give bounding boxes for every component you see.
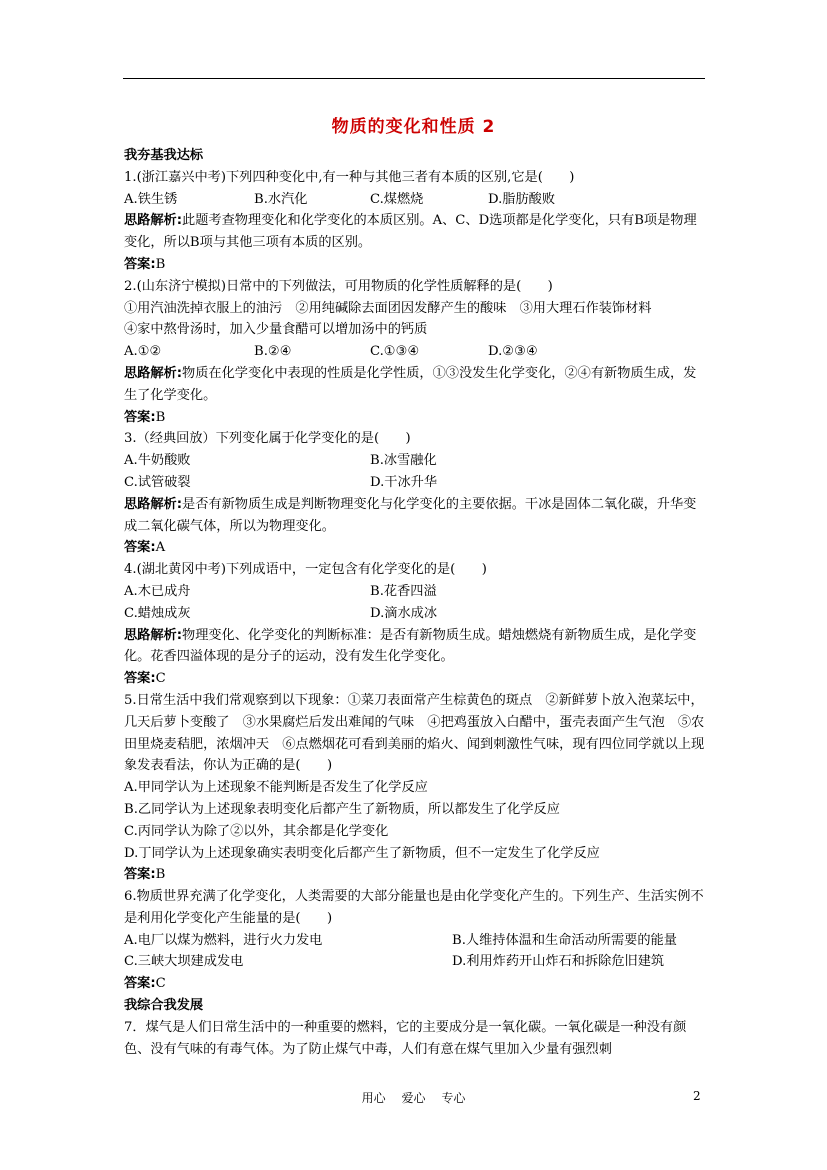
question-6-options-row-1 — [124, 930, 706, 952]
question-1-answer — [124, 254, 706, 276]
analysis-text: 物质在化学变化中表现的性质是化学性质，①③没发生化学变化，②④有新物质生成，发生了化学变化。 — [124, 365, 697, 403]
question-5-answer — [124, 864, 706, 886]
question-4-options-row-1 — [124, 581, 706, 603]
option-d: D.干冰升华 — [370, 474, 438, 490]
option-d: D.丁同学认为上述现象确实表明变化后都产生了新物质，但不一定发生了化学反应 — [124, 845, 600, 861]
page-number: 2 — [693, 1089, 701, 1103]
option-c: C.丙同学认为除了②以外，其余都是化学变化 — [124, 823, 389, 839]
option-b: B.冰雪融化 — [370, 453, 437, 469]
header-rule — [123, 78, 705, 79]
question-6-options-row-2 — [124, 951, 706, 973]
question-3-options-row-2 — [124, 472, 706, 494]
answer-label: 答案: — [124, 671, 156, 687]
option-a: A.电厂以煤为燃料，进行火力发电 — [124, 932, 323, 948]
option-c: C.试管破裂 — [124, 474, 191, 490]
question-3-analysis — [124, 494, 706, 538]
answer-value: B — [155, 256, 166, 272]
option-b: B.乙同学认为上述现象表明变化后都产生了新物质，所以都发生了化学反应 — [124, 801, 560, 817]
question-1-options — [124, 189, 706, 211]
question-2-stem: 2.(山东济宁模拟)日常中的下列做法，可用物质的化学性质解释的是( ) — [124, 278, 553, 294]
question-3-answer — [124, 537, 706, 559]
option-c: C.煤燃烧 — [370, 191, 424, 207]
option-a: A.①② — [124, 344, 162, 360]
answer-label: 答案: — [124, 256, 156, 272]
question-2-item-line-1: ①用汽油洗掉衣服上的油污 ②用纯碱除去面团因发酵产生的酸味 ③用大理石作装饰材料 — [124, 300, 652, 316]
question-7-stem: 7．煤气是人们日常生活中的一种重要的燃料，它的主要成分是一氧化碳。一氧化碳是一种没有颜色、没有气味的有毒气体。为了防止煤气中毒，人们有意在煤气里加入少量有强烈刺 — [124, 1019, 687, 1057]
option-c: C.三峡大坝建成发电 — [124, 954, 244, 970]
question-6-answer — [124, 973, 706, 995]
option-a: A.铁生锈 — [124, 191, 178, 207]
option-a: A.木已成舟 — [124, 583, 191, 599]
question-3-stem: 3.（经典回放）下列变化属于化学变化的是( ) — [124, 431, 411, 447]
question-4-analysis — [124, 625, 706, 669]
question-6-stem: 6.物质世界充满了化学变化，人类需要的大部分能量也是由化学变化产生的。下列生产、生活实例不是利用化学变化产生能量的是( ) — [124, 889, 704, 926]
question-4-answer — [124, 668, 706, 690]
answer-label: 答案: — [124, 540, 156, 556]
answer-value: C — [155, 671, 166, 687]
option-d: D.②③④ — [488, 344, 538, 360]
option-a: A.甲同学认为上述现象不能判断是否发生了化学反应 — [124, 780, 428, 796]
option-d: D.脂肪酸败 — [488, 191, 556, 207]
option-c: C.①③④ — [370, 344, 420, 360]
option-b: B.②④ — [254, 344, 292, 360]
analysis-label: 思路解析: — [124, 213, 183, 229]
question-2-options — [124, 341, 706, 363]
document-body — [124, 145, 706, 1060]
answer-value: B — [155, 409, 166, 425]
page-title: 物质的变化和性质 2 — [331, 117, 496, 137]
option-d: D.滴水成冰 — [370, 605, 438, 621]
page-footer — [0, 1089, 827, 1106]
question-2-analysis — [124, 363, 706, 407]
question-4-stem: 4.(湖北黄冈中考)下列成语中，一定包含有化学变化的是( ) — [124, 562, 487, 578]
footer-word: 用心 — [361, 1091, 386, 1105]
question-2-answer — [124, 407, 706, 429]
option-d: D.利用炸药开山炸石和拆除危旧建筑 — [452, 954, 665, 970]
question-2-item-line-2: ④家中熬骨汤时，加入少量食醋可以增加汤中的钙质 — [124, 322, 428, 338]
option-c: C.蜡烛成灰 — [124, 605, 191, 621]
answer-label: 答案: — [124, 867, 156, 883]
option-b: B.人维持体温和生命活动所需要的能量 — [452, 932, 677, 948]
question-3-options-row-1 — [124, 450, 706, 472]
analysis-label: 思路解析: — [124, 496, 183, 512]
answer-label: 答案: — [124, 409, 156, 425]
question-5-stem: 5.日常生活中我们常观察到以下现象：①菜刀表面常产生棕黄色的斑点 ②新鲜萝卜放入泡菜坛中，几天后萝卜变酸了 ③水果腐烂后发出难闻的气味 ④把鸡蛋放入白醋中，蛋壳表面产生气泡 ⑤农田里烧麦秸肥，浓烟冲天 ⑥点燃烟花可看到美丽的焰火、闻到刺激性气味，现有四位同学就以上现象发表看法，你认为正确的是( ) — [124, 692, 705, 774]
section-heading-basic: 我夯基我达标 — [124, 148, 204, 163]
analysis-label: 思路解析: — [124, 627, 183, 643]
option-b: B.花香四溢 — [370, 583, 437, 599]
analysis-label: 思路解析: — [124, 365, 183, 381]
analysis-text: 物理变化、化学变化的判断标准：是否有新物质生成。蜡烛燃烧有新物质生成，是化学变化。花香四溢体现的是分子的运动，没有发生化学变化。 — [124, 627, 697, 665]
question-4-options-row-2 — [124, 603, 706, 625]
footer-word: 爱心 — [401, 1091, 426, 1105]
answer-value: C — [155, 976, 166, 992]
section-heading-advanced: 我综合我发展 — [124, 998, 204, 1014]
option-b: B.水汽化 — [254, 191, 308, 207]
analysis-text: 是否有新物质生成是判断物理变化与化学变化的主要依据。干冰是固体二氧化碳，升华变成二氧化碳气体，所以为物理变化。 — [124, 496, 697, 534]
answer-label: 答案: — [124, 976, 156, 992]
question-1-analysis — [124, 210, 706, 254]
footer-word: 专心 — [441, 1091, 466, 1105]
analysis-text: 此题考查物理变化和化学变化的本质区别。A、C、D选项都是化学变化，只有B项是物理变化，所以B项与其他三项有本质的区别。 — [124, 213, 697, 251]
answer-value: A — [155, 540, 166, 556]
answer-value: B — [155, 867, 166, 883]
option-a: A.牛奶酸败 — [124, 453, 191, 469]
question-1-stem: 1.(浙江嘉兴中考)下列四种变化中,有一种与其他三者有本质的区别,它是( ) — [124, 169, 575, 185]
